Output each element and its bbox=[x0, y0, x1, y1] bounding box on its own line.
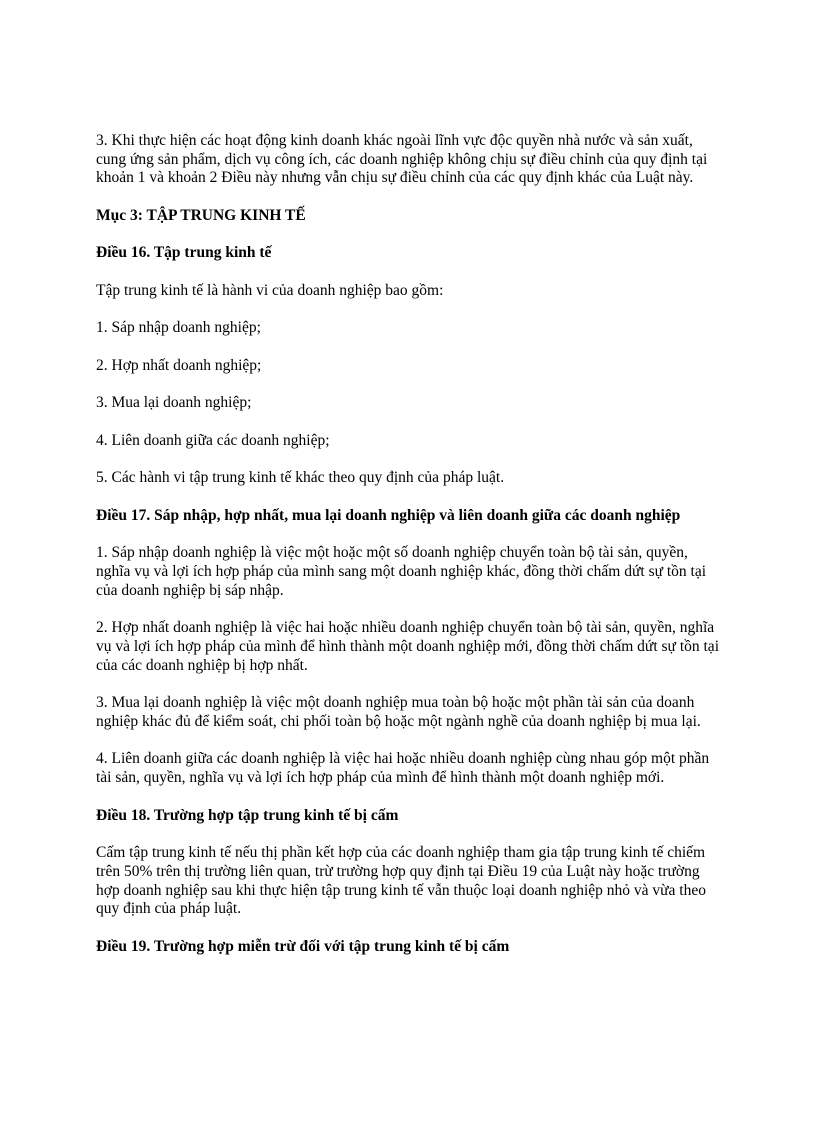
section-heading: Điều 19. Trường hợp miễn trừ đối với tập trung kinh tế bị cấm bbox=[96, 937, 510, 955]
body-paragraph: Cấm tập trung kinh tế nếu thị phần kết hợp của các doanh nghiệp tham gia tập trung kinh tế chiếm trên 50% trên thị trường liên quan, trừ trường hợp quy định tại Điều 19 của Luật này hoặc trường hợp doanh nghiệp sau khi thực hiện tập trung kinh tế vẫn thuộc loại doanh nghiệp nhỏ và vừa theo quy định của pháp luật. bbox=[96, 844, 706, 918]
section-heading: Điều 18. Trường hợp tập trung kinh tế bị cấm bbox=[96, 806, 399, 824]
body-paragraph: 3. Khi thực hiện các hoạt động kinh doanh khác ngoài lĩnh vực độc quyền nhà nước và sản xuất, cung ứng sản phẩm, dịch vụ công ích, các doanh nghiệp không chịu sự điều chỉnh của quy định tại khoản 1 và khoản 2 Điều này nhưng vẫn chịu sự điều chỉnh của các quy định khác của Luật này. bbox=[96, 132, 708, 187]
body-paragraph: Tập trung kinh tế là hành vi của doanh nghiệp bao gồm: bbox=[96, 281, 444, 299]
section-heading: Điều 17. Sáp nhập, hợp nhất, mua lại doanh nghiệp và liên doanh giữa các doanh nghiệp bbox=[96, 506, 681, 524]
body-paragraph: 4. Liên doanh giữa các doanh nghiệp là việc hai hoặc nhiều doanh nghiệp cùng nhau góp một phần tài sản, quyền, nghĩa vụ và lợi ích hợp pháp của mình để hình thành một doanh nghiệp mới. bbox=[96, 750, 710, 787]
body-paragraph: 1. Sáp nhập doanh nghiệp; bbox=[96, 319, 261, 337]
body-paragraph: 3. Mua lại doanh nghiệp; bbox=[96, 394, 252, 412]
body-paragraph: 3. Mua lại doanh nghiệp là việc một doanh nghiệp mua toàn bộ hoặc một phần tài sản của doanh nghiệp khác đủ để kiểm soát, chi phối toàn bộ hoặc một ngành nghề của doanh nghiệp bị mua lại. bbox=[96, 694, 701, 730]
body-paragraph: 2. Hợp nhất doanh nghiệp là việc hai hoặc nhiều doanh nghiệp chuyển toàn bộ tài sản, quyền, nghĩa vụ và lợi ích hợp pháp của mình để hình thành một doanh nghiệp mới, đồng thời chấm dứt sự tồn tại của các doanh nghiệp bị hợp nhất. bbox=[96, 619, 719, 674]
body-paragraph: 2. Hợp nhất doanh nghiệp; bbox=[96, 356, 262, 374]
body-paragraph: 5. Các hành vi tập trung kinh tế khác theo quy định của pháp luật. bbox=[96, 469, 505, 487]
body-paragraph: 4. Liên doanh giữa các doanh nghiệp; bbox=[96, 431, 330, 449]
body-paragraph: 1. Sáp nhập doanh nghiệp là việc một hoặc một số doanh nghiệp chuyển toàn bộ tài sản, quyền, nghĩa vụ và lợi ích hợp pháp của mình sang một doanh nghiệp khác, đồng thời chấm dứt sự tồn tại của doanh nghiệp bị sáp nhập. bbox=[96, 544, 707, 599]
section-heading: Mục 3: TẬP TRUNG KINH TẾ bbox=[96, 206, 306, 224]
section-heading: Điều 16. Tập trung kinh tế bbox=[96, 244, 272, 262]
